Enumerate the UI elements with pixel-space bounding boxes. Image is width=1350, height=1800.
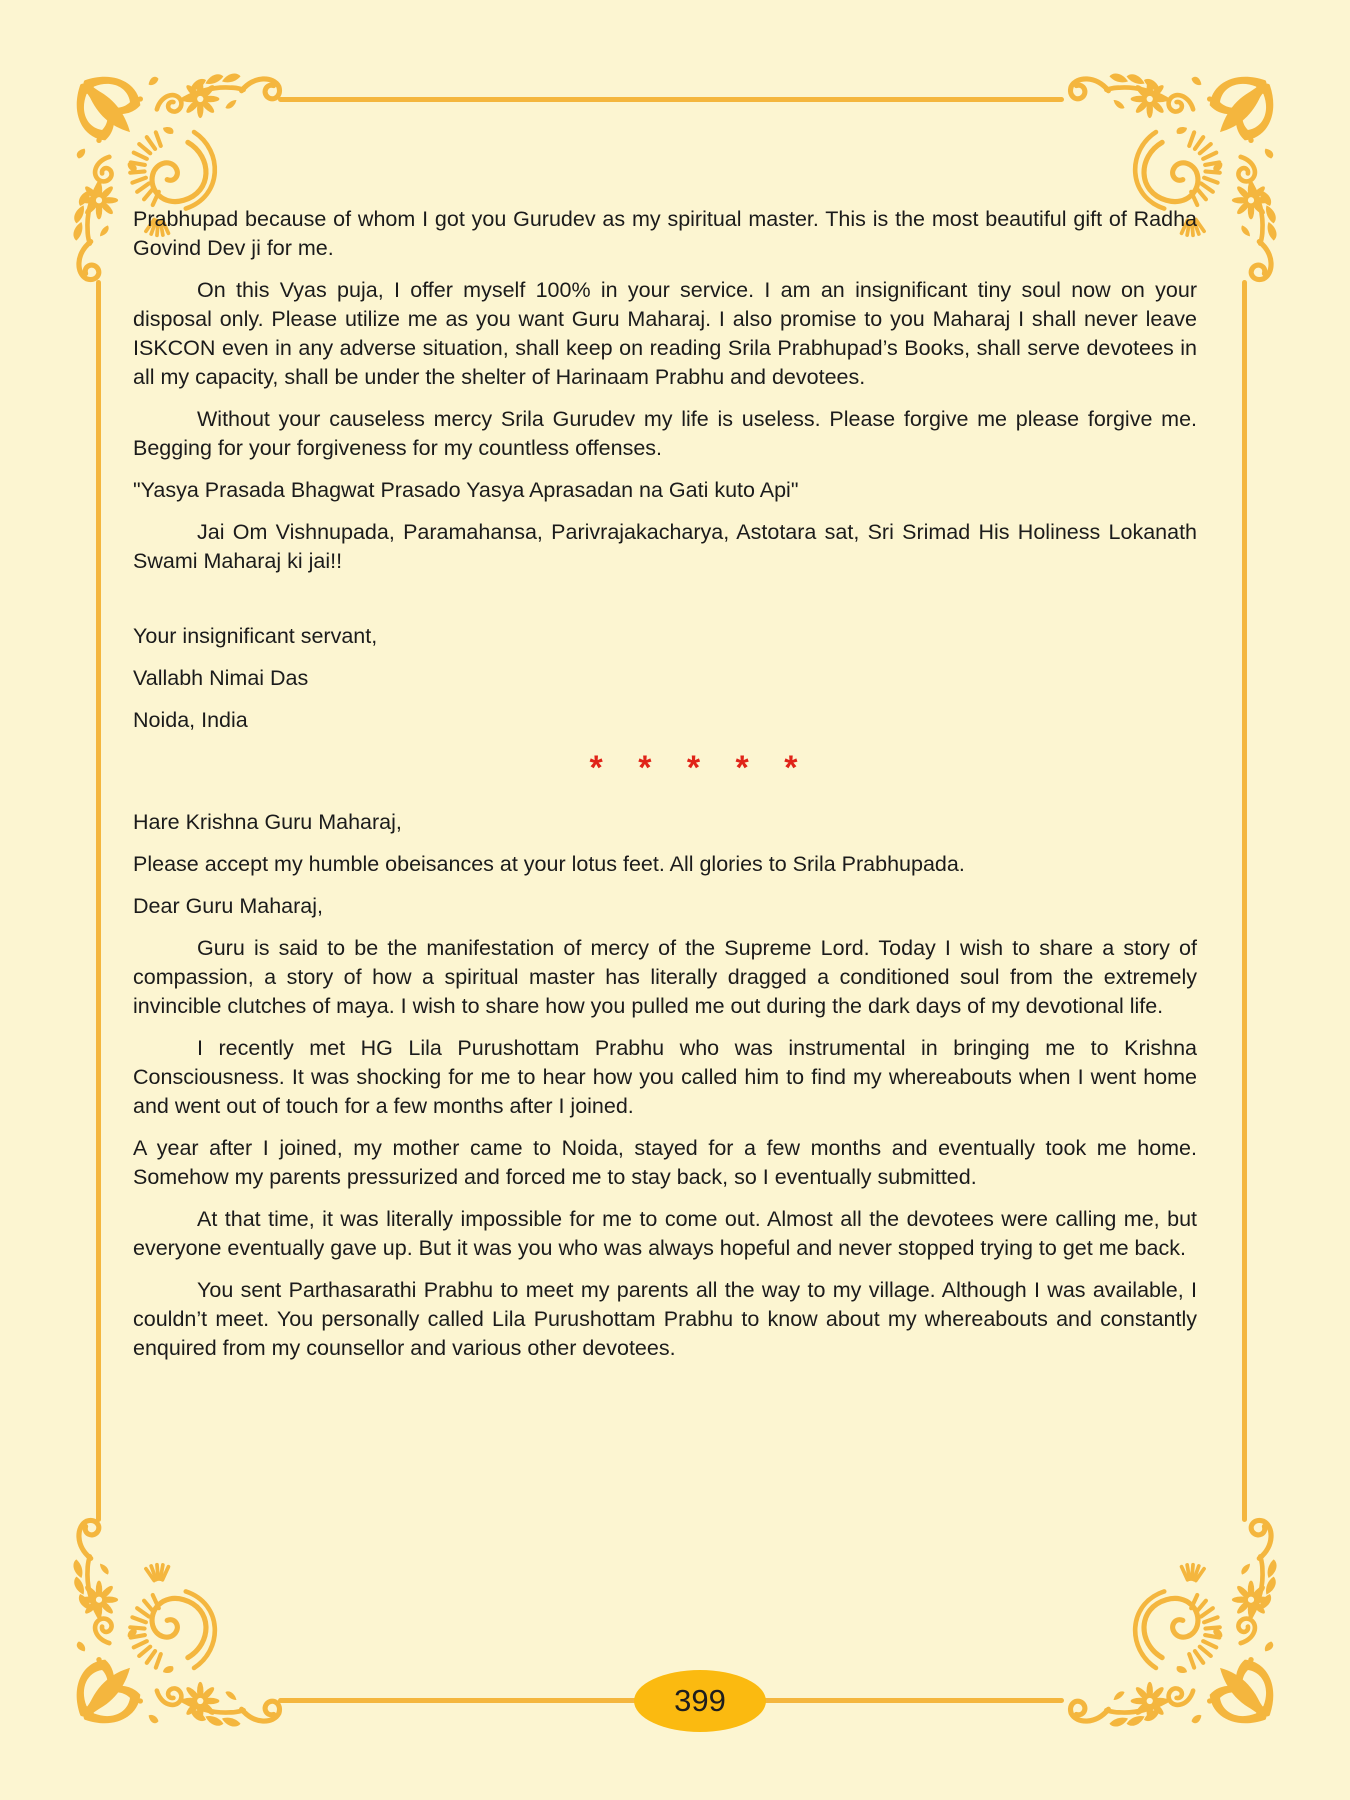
border-line-left	[96, 280, 101, 1522]
floral-corner-ornament-bottom-left	[68, 1515, 285, 1732]
letter2-lila-paragraph: I recently met HG Lila Purushottam Prabhu who was instrumental in bringing me to Krishna Consciousness. It was shocking for me to hear how you called him to find my whereabouts when I went home and went out of touch for a few months after I joined.	[133, 1036, 1197, 1118]
signoff-author-name: Vallabh Nimai Das	[133, 666, 309, 690]
letter2-parthasarathi-paragraph: You sent Parthasarathi Prabhu to meet my parents all the way to my village. Although I was available, I couldn’t meet. You personally called Lila Purushottam Prabhu to know about my whereabouts and constantly enquired from my counsellor and various other devotees.	[133, 1278, 1197, 1360]
page-text-column	[133, 205, 1197, 1376]
page-number: 399	[674, 1683, 726, 1718]
letter2-guru-paragraph: Guru is said to be the manifestation of mercy of the Supreme Lord. Today I wish to share a story of compassion, a story of how a spiritual master has literally dragged a conditioned soul from the extremely invincible clutches of maya. I wish to share how you pulled me out during the dark days of my devotional life.	[133, 936, 1197, 1018]
letter2-time-paragraph: At that time, it was literally impossible for me to come out. Almost all the devotees were calling me, but everyone eventually gave up. But it was you who was always hopeful and never stopped trying to get me back.	[133, 1207, 1197, 1260]
signoff-line: Your insignificant servant,	[133, 624, 378, 648]
letter2-obeisance-line: Please accept my humble obeisances at your lotus feet. All glories to Srila Prabhupada.	[133, 852, 965, 876]
border-line-top	[278, 97, 1064, 102]
letter2-year-paragraph: A year after I joined, my mother came to Noida, stayed for a few months and eventually took me home. Somehow my parents pressurized and forced me to stay back, so I eventually submitted.	[133, 1136, 1197, 1189]
border-line-right	[1242, 280, 1247, 1522]
letter2-salutation: Hare Krishna Guru Maharaj,	[133, 810, 402, 834]
asterisk-section-separator: * * * * *	[589, 749, 811, 787]
letter1-mercy-paragraph: Without your causeless mercy Srila Gurudev my life is useless. Please forgive me please forgive me. Begging for your forgiveness for my countless offenses.	[133, 407, 1197, 460]
letter1-jai-paragraph: Jai Om Vishnupada, Paramahansa, Parivrajakacharya, Astotara sat, Sri Srimad His Holiness Lokanath Swami Maharaj ki jai!!	[133, 520, 1197, 573]
signoff-author-place: Noida, India	[133, 708, 248, 732]
letter1-vyas-puja-paragraph: On this Vyas puja, I offer myself 100% in your service. I am an insignificant tiny soul now on your disposal only. Please utilize me as you want Guru Maharaj. I also promise to you Maharaj I shall never leave ISKCON even in any adverse situation, shall keep on reading Srila Prabhupad’s Books, shall serve devotees in all my capacity, shall be under the shelter of Harinaam Prabhu and devotees.	[133, 278, 1197, 389]
letter2-greeting: Dear Guru Maharaj,	[133, 894, 323, 918]
letter1-intro-paragraph: Prabhupad because of whom I got you Gurudev as my spiritual master. This is the most beautiful gift of Radha Govind Dev ji for me.	[133, 207, 1197, 260]
page-number-badge	[634, 1670, 766, 1732]
floral-corner-ornament-bottom-right	[1065, 1515, 1282, 1732]
sanskrit-quote: "Yasya Prasada Bhagwat Prasado Yasya Aprasadan na Gati kuto Api"	[133, 478, 799, 502]
